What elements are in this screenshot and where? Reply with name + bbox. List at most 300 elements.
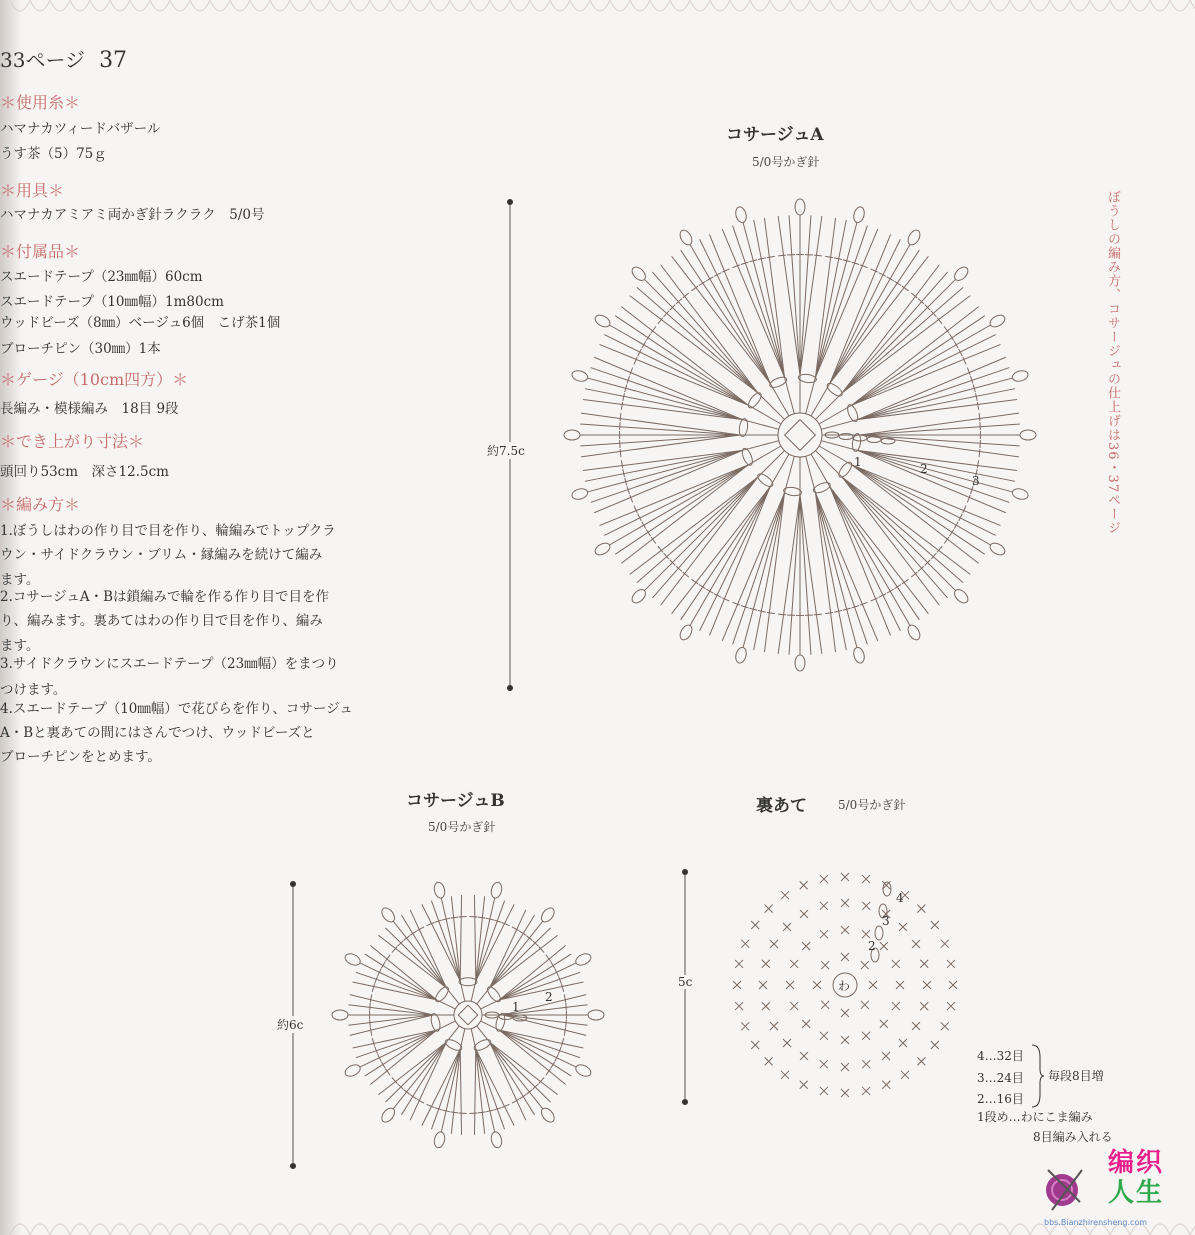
picot-loop [678, 228, 695, 247]
fan-stitch [580, 435, 740, 446]
stitch-tick [620, 449, 621, 457]
picot-loop [490, 881, 503, 899]
method-line: つけます。 [0, 682, 67, 698]
lace-scallop [370, 0, 410, 11]
picot-loop [852, 206, 866, 224]
stitch-tick [887, 589, 894, 593]
chain-loop [485, 985, 502, 1004]
stitch-tick [706, 589, 713, 593]
lace-scallop [90, 0, 130, 11]
method-line: A・Bと裏あての間にはさんでつけ、ウッドビーズと [0, 725, 315, 741]
fan-stitch [652, 272, 757, 393]
backing-hook: 5/0号かぎ針 [838, 798, 906, 812]
picot-loop [571, 369, 589, 383]
fan-stitch [604, 465, 748, 535]
fan-stitch [353, 1030, 437, 1048]
lace-scallop [330, 0, 370, 11]
picot-loop [906, 623, 923, 642]
fan-stitch [500, 972, 581, 999]
stitch-tick [767, 256, 775, 257]
stitch-tick [555, 1054, 558, 1061]
method-line: り、編みます。裏あてはわの作り目で目を作り、編み [0, 613, 323, 629]
legend-line: 3…24目 [977, 1071, 1024, 1085]
lace-scallop [770, 0, 810, 11]
yarn-line: うす茶（5）75ｇ [0, 146, 107, 162]
stitch-tick [825, 612, 833, 613]
chain-loop [837, 460, 854, 479]
fan-stitch [348, 1015, 433, 1025]
picot-loop [734, 646, 748, 664]
fan-stitch [700, 487, 770, 631]
lace-scallop [690, 0, 730, 11]
stitch-tick [630, 367, 633, 374]
fan-stitch [365, 954, 437, 1000]
lace-scallop [410, 0, 450, 11]
diagram-b-row-label: 1 [512, 1000, 520, 1014]
picot-loop [1020, 430, 1036, 440]
center-ring-inner [785, 420, 816, 451]
chain-loop [459, 978, 477, 986]
stitch-tick [397, 1084, 403, 1090]
fan-stitch [500, 1030, 584, 1048]
lace-scallop [850, 0, 890, 11]
method-line: ブローチピンをとめます。 [0, 749, 161, 765]
stitch-tick [778, 255, 786, 256]
fan-stitch [830, 239, 900, 383]
diagram-b-row-label: 2 [545, 990, 553, 1004]
stitch-tick [450, 1112, 458, 1113]
fan-stitch [852, 335, 996, 405]
stitch-tick [370, 1003, 371, 1011]
stitch-tick [979, 413, 980, 421]
accessory-line: ウッドビーズ（8㎜）ベージュ6個 こげ茶1個 [0, 315, 281, 331]
stitch-tick [834, 611, 842, 613]
fan-stitch [858, 451, 1013, 492]
fan-stitch [652, 477, 757, 598]
chain-loop [444, 1037, 464, 1052]
lace-scallop [970, 1224, 1010, 1235]
lace-scallop [170, 1224, 210, 1235]
fan-stitch [490, 1042, 551, 1102]
fan-stitch [587, 451, 742, 492]
chain-loop [746, 391, 763, 410]
stitch-tick [564, 994, 565, 1002]
picot-loop [343, 951, 362, 967]
fan-stitch [816, 493, 857, 648]
stitch-tick [621, 402, 622, 410]
stitch-tick [732, 265, 739, 268]
accessory-line: スエードテープ（23㎜幅）60cm [0, 269, 203, 285]
lace-scallop [450, 1224, 490, 1235]
diagram-b-height-label: 約6c [277, 1018, 304, 1032]
stitch-tick [860, 265, 867, 268]
lace-scallop [210, 0, 250, 11]
stitch-tick [620, 413, 621, 421]
lace-scallop [730, 0, 770, 11]
top-lace-border [0, 0, 1195, 24]
fan-stitch [587, 378, 742, 419]
stitch-tick [623, 469, 625, 477]
diagram-a-row-label: 1 [854, 455, 862, 469]
fan-stitch [800, 215, 811, 375]
fan-stitch [350, 1015, 433, 1035]
diagram-b-chart [320, 870, 620, 1170]
stitch-tick [758, 611, 766, 613]
stitch-tick [642, 341, 646, 348]
lace-scallop [770, 1224, 810, 1235]
backing-title: 裏あて [756, 796, 807, 816]
lace-scallop [290, 0, 330, 11]
watermark-text: 编织 [1108, 1148, 1165, 1178]
lace-scallop [1170, 0, 1195, 11]
page-header [0, 44, 127, 73]
watermark-logo [1040, 1140, 1190, 1230]
lace-scallop [970, 0, 1010, 11]
stitch-tick [954, 522, 958, 529]
fan-stitch [474, 895, 475, 981]
legend-line: 8目編み入れる [1033, 1130, 1113, 1144]
diagram-b-title: コサージュB [406, 791, 505, 811]
lace-scallop [250, 0, 290, 11]
fan-stitch [353, 982, 437, 1000]
stitch-tick [758, 258, 766, 260]
chain-stitch [839, 434, 853, 440]
method-line: 3.サイドクラウンにスエードテープ（23㎜幅）をまつり [0, 656, 339, 672]
lace-scallop [1130, 0, 1170, 11]
lace-scallop [610, 0, 650, 11]
diagram-a-row-label: 3 [972, 474, 980, 488]
fan-stitch [385, 1042, 446, 1102]
picot-loop [564, 430, 580, 440]
picot-loop [332, 1010, 348, 1020]
chain-loop [433, 985, 450, 1004]
stitch-tick [562, 984, 564, 992]
lace-scallop [890, 1224, 930, 1235]
fan-stitch [860, 435, 1020, 446]
stitch-tick [555, 969, 558, 976]
diagram-b-hook: 5/0号かぎ針 [428, 820, 496, 834]
picot-loop [795, 655, 805, 671]
fan-stitch [348, 1005, 433, 1015]
diagram-a-height-label: 約7.5c [487, 444, 525, 458]
tools-line: ハマナカアミアミ両かぎ針ラクラク 5/0号 [0, 207, 265, 223]
bottom-lace-border [0, 1211, 1195, 1235]
center-ring-inner [458, 1005, 478, 1025]
diagram-a-chart [560, 190, 1060, 690]
legend-line: 4…32目 [977, 1049, 1024, 1063]
picot-loop [593, 541, 612, 558]
fan-stitch [842, 477, 947, 598]
lace-scallop [370, 1224, 410, 1235]
size-line: 頭回り53cm 深さ12.5cm [0, 464, 169, 480]
gauge-line: 長編み・模様編み 18目 9段 [0, 401, 179, 417]
fan-stitch [441, 898, 460, 981]
fan-stitch [460, 1049, 461, 1135]
stitch-tick [887, 277, 894, 281]
tools-heading: ＊用具＊ [0, 181, 65, 200]
diagram-a-row-label: 2 [920, 462, 928, 476]
legend-line: 2…16目 [977, 1092, 1024, 1106]
fan-stitch [356, 972, 437, 999]
fan-stitch [474, 1049, 475, 1135]
stitch-tick [533, 941, 539, 947]
picot-loop [539, 1106, 557, 1125]
lace-scallop [1090, 0, 1130, 11]
picot-loop [574, 1063, 593, 1079]
stitch-tick [642, 522, 646, 529]
chain-loop [825, 381, 844, 398]
backing-row-label: 3 [882, 914, 890, 928]
picot-loop [678, 623, 695, 642]
fan-stitch [460, 895, 461, 981]
fan-stitch [644, 477, 757, 590]
fan-stitch [476, 1049, 495, 1132]
fan-stitch [816, 222, 857, 377]
method-line: ます。 [0, 572, 40, 588]
chain-loop [768, 375, 788, 389]
watermark-url: bbs.Bianzhirensheng.com [1044, 1218, 1148, 1227]
fan-stitch [637, 477, 758, 582]
fan-stitch [365, 1030, 437, 1076]
picot-loop [1011, 369, 1029, 383]
stitch-tick [834, 258, 842, 260]
lace-scallop [450, 0, 490, 11]
fan-stitch [842, 279, 955, 392]
fan-stitch [858, 378, 1013, 419]
lace-scallop [690, 1224, 730, 1235]
picot-loop [490, 1131, 503, 1149]
stitch-tick [979, 449, 980, 457]
stitch-tick [564, 1028, 565, 1036]
page-number: 37 [99, 48, 128, 73]
lace-scallop [850, 1224, 890, 1235]
picot-loop [343, 1063, 362, 1079]
yarn-heading: ＊使用糸＊ [0, 93, 81, 112]
lace-scallop [730, 1224, 770, 1235]
stitch-tick [566, 1019, 567, 1027]
fan-stitch [441, 1049, 460, 1132]
picot-loop [571, 487, 589, 501]
picot-loop [988, 541, 1007, 558]
picot-loop [734, 206, 748, 224]
lace-scallop [50, 1224, 90, 1235]
stitch-tick [450, 917, 458, 918]
method-line: ウン・サイドクラウン・ブリム・縁編みを続けて編み [0, 547, 323, 563]
lace-scallop [570, 0, 610, 11]
lace-scallop [490, 0, 530, 11]
stitch-tick [397, 941, 403, 947]
fan-stitch [644, 279, 757, 392]
lace-scallop [330, 1224, 370, 1235]
stitch-tick [526, 1089, 532, 1094]
fan-stitch [789, 495, 800, 655]
picot-loop [906, 228, 923, 247]
stitch-tick [566, 1003, 567, 1011]
gauge-heading: ＊ゲージ（10cm四方）＊ [0, 370, 189, 389]
chain-loop [756, 472, 775, 489]
page-ref: 33ページ [0, 48, 86, 72]
lace-scallop [810, 1224, 850, 1235]
fan-stitch [743, 493, 784, 648]
lace-scallop [250, 1224, 290, 1235]
stitch-tick [370, 994, 371, 1002]
lace-scallop [930, 0, 970, 11]
fan-stitch [842, 287, 963, 392]
stitch-tick [732, 602, 739, 605]
chain-loop [812, 481, 832, 495]
stitch-tick [814, 614, 822, 615]
fan-stitch [830, 487, 900, 631]
lace-scallop [210, 1224, 250, 1235]
fan-stitch [580, 424, 740, 435]
legend-brace [1030, 1043, 1044, 1109]
stitch-tick [767, 612, 775, 613]
fan-stitch [860, 424, 1020, 435]
lace-scallop [410, 1224, 450, 1235]
lace-scallop [650, 1224, 690, 1235]
fan-stitch [700, 239, 770, 383]
stitch-tick [562, 1038, 564, 1046]
picot-loop [988, 313, 1007, 330]
chain-up-stitch [875, 926, 883, 940]
accessories-heading: ＊付属品＊ [0, 242, 81, 261]
lace-scallop [1010, 0, 1050, 11]
fan-stitch [503, 1015, 586, 1035]
fan-stitch [604, 335, 748, 405]
stitch-tick [378, 969, 381, 976]
picot-loop [574, 951, 593, 967]
diagram-a-hook: 5/0号かぎ針 [752, 155, 820, 169]
lace-scallop [1050, 0, 1090, 11]
stitch-tick [954, 341, 958, 348]
fan-stitch [789, 215, 800, 375]
fan-stitch [500, 1030, 572, 1076]
lace-scallop [570, 1224, 610, 1235]
lace-scallop [290, 1224, 330, 1235]
stitch-group [564, 199, 1036, 671]
stitch-tick [977, 460, 978, 468]
side-note: ぼうしの編み方、コサージュの仕上げは36・37ページ [1105, 190, 1120, 536]
stitch-group [332, 881, 604, 1148]
backing-height-label: 5c [678, 975, 693, 989]
stitch-tick [778, 614, 786, 615]
lace-scallop [130, 1224, 170, 1235]
fan-stitch [500, 954, 572, 1000]
stitch-tick [526, 936, 532, 941]
stitch-tick [825, 256, 833, 257]
picot-loop [795, 199, 805, 215]
fan-stitch [842, 272, 947, 393]
stitch-tick [860, 602, 867, 605]
lace-scallop [610, 1224, 650, 1235]
fan-stitch [356, 1030, 437, 1057]
lace-scallop [890, 0, 930, 11]
fan-stitch [800, 495, 811, 655]
stitch-tick [404, 1089, 410, 1094]
fan-stitch [500, 982, 584, 1000]
lace-scallop [10, 1224, 50, 1235]
diagram-a-title: コサージュA [726, 125, 824, 145]
stitch-tick [621, 460, 622, 468]
picot-loop [379, 906, 397, 925]
stitch-tick [370, 1019, 371, 1027]
fan-stitch [500, 1030, 581, 1057]
yarn-line: ハマナカツィードバザール [0, 121, 161, 137]
fan-stitch [490, 928, 551, 988]
size-heading: ＊でき上がり寸法＊ [0, 432, 145, 451]
fan-stitch [350, 995, 433, 1015]
lace-scallop [530, 1224, 570, 1235]
watermark-text: 人生 [1108, 1178, 1165, 1208]
stitch-tick [976, 393, 978, 401]
fan-stitch [842, 477, 963, 582]
stitch-tick [967, 367, 970, 374]
lace-scallop [170, 0, 210, 11]
picot-loop [433, 881, 446, 899]
stitch-tick [370, 1028, 371, 1036]
chain-loop [846, 403, 860, 423]
stitch-tick [533, 1084, 539, 1090]
accessory-line: スエードテープ（10㎜幅）1m80cm [0, 294, 224, 310]
lace-scallop [90, 1224, 130, 1235]
legend-line: 1段め…わにこま編み [977, 1110, 1093, 1124]
method-line: 4.スエードテープ（10㎜幅）で花びらを作り、コサージュ [0, 701, 353, 717]
chain-loop [740, 447, 754, 467]
stitch-tick [814, 255, 822, 256]
lace-scallop [530, 0, 570, 11]
lace-scallop [490, 1224, 530, 1235]
lace-scallop [50, 0, 90, 11]
backing-row-label: 2 [868, 939, 876, 953]
lace-scallop [650, 0, 690, 11]
backing-row-label: 4 [896, 891, 904, 905]
lace-scallop [130, 0, 170, 11]
fan-stitch [842, 477, 955, 590]
picot-loop [1011, 487, 1029, 501]
stitch-tick [977, 402, 978, 410]
stitch-tick [372, 1038, 374, 1046]
legend-note: 毎段8目増 [1048, 1069, 1104, 1083]
fan-stitch [476, 898, 495, 981]
stitch-tick [623, 393, 625, 401]
stitch-tick [478, 917, 486, 918]
fan-stitch [743, 222, 784, 377]
fan-stitch [637, 287, 758, 392]
method-line: 2.コサージュA・Bは鎖編みで輪を作る作り目で目を作 [0, 589, 330, 605]
stitch-tick [478, 1112, 486, 1113]
stitch-tick [404, 936, 410, 941]
method-line: 1.ぼうしはわの作り目で目を作り、輪編みでトップクラ [0, 523, 336, 539]
stitch-tick [630, 495, 633, 502]
backing-center-label: わ [838, 979, 851, 993]
method-heading: ＊編み方＊ [0, 495, 81, 514]
picot-loop [379, 1106, 397, 1125]
stitch-tick [706, 277, 713, 281]
method-line: ます。 [0, 638, 40, 654]
picot-loop [539, 906, 557, 925]
fan-stitch [385, 928, 446, 988]
stitch-tick [378, 1054, 381, 1061]
lace-scallop [10, 0, 50, 11]
picot-loop [433, 1131, 446, 1149]
picot-loop [588, 1010, 604, 1020]
picot-loop [593, 313, 612, 330]
stitch-tick [372, 984, 374, 992]
accessory-line: ブローチピン（30㎜）1本 [0, 341, 161, 357]
picot-loop [852, 646, 866, 664]
lace-scallop [930, 1224, 970, 1235]
lace-scallop [810, 0, 850, 11]
